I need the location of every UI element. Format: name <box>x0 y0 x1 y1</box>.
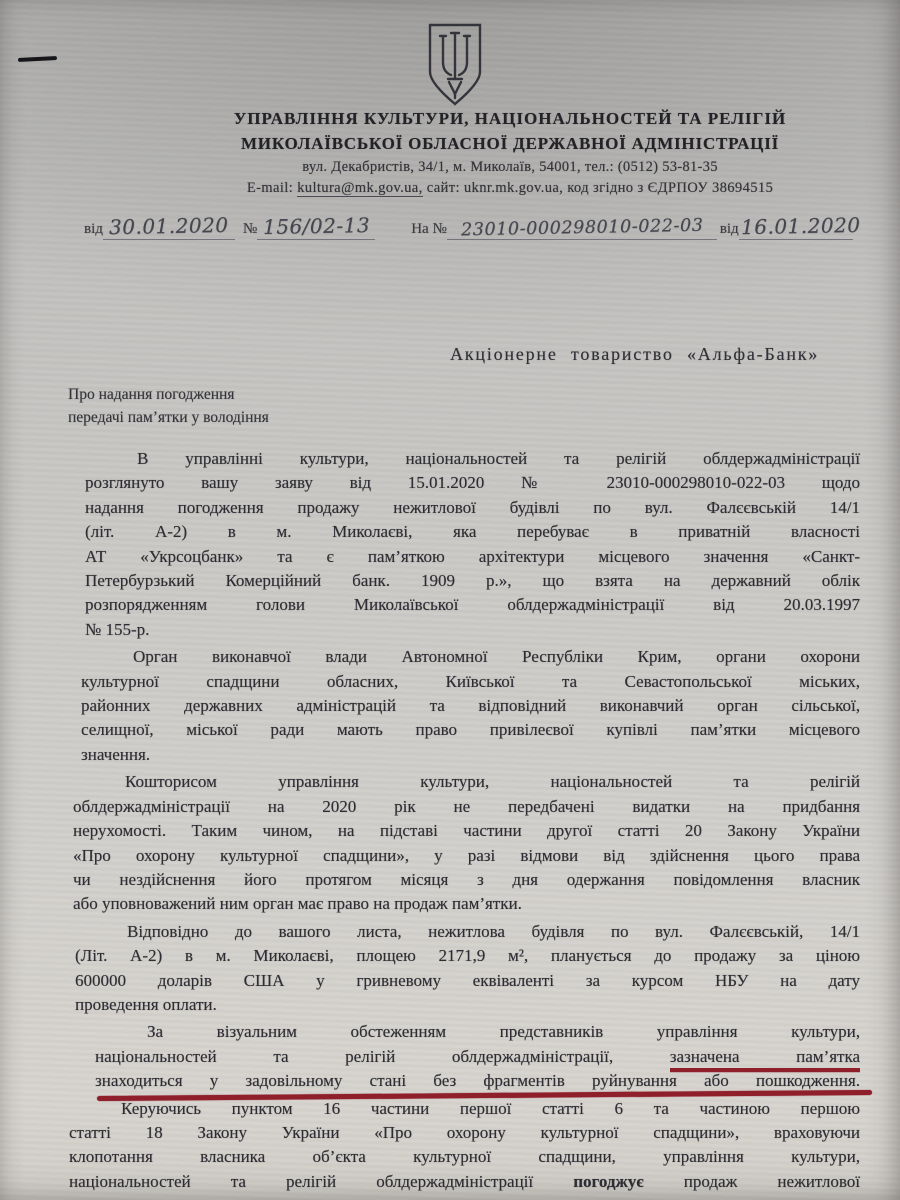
reply-to-label: На № <box>411 221 447 237</box>
letter-line: проведення оплати. <box>75 994 217 1014</box>
letter-line: Керуючись пунктом 16 частини першої статті 6 та частиною першою <box>121 1098 860 1118</box>
letter-line: Петербурзький Комерційний банк. 1909 р.», що взята на державний облік <box>85 571 860 591</box>
letter-line: За візуальним обстеженням представників управління культури, <box>147 1022 860 1042</box>
org-address-line: вул. Декабристів, 34/1, м. Миколаїв, 54001, тел.: (0512) 53-81-35 <box>302 159 718 175</box>
letter-line: Відповідно до вашого листа, нежитлова будівля по вул. Фалєєвській, 14/1 <box>127 921 860 941</box>
letter-line: Кошторисом управління культури, національностей та релігій <box>125 772 860 792</box>
outgoing-date-label: від <box>84 221 103 237</box>
paragraph-6 <box>69 1097 860 1195</box>
letter-line: 600000 доларів США у гривневому еквіваленті за курсом НБУ на дату <box>75 970 860 990</box>
org-contacts-line <box>120 180 900 197</box>
letter-line: (Літ. А-2) в м. Миколаєві, площею 2171,9 м², планується до продажу за ціною <box>75 946 860 966</box>
outgoing-number-handwritten: 156/02-13 <box>262 212 370 240</box>
letter-line: чи нездійснення його протягом місяця з дня одержання повідомлення власник <box>73 869 860 889</box>
letter-line: В управлінні культури, національностей та релігій облдержадміністрації <box>137 449 860 468</box>
letter-line: (літ. А-2) в м. Миколаєві, яка перебуває в приватній власності <box>85 522 860 542</box>
recipient: Акціонерне товариство «Альфа-Банк» <box>450 344 820 364</box>
letter-line: або уповноважений ним орган має право на продаж пам’ятки. <box>73 894 522 914</box>
letter-line: облдержадміністрації на 2020 рік не передбачені видатки на придбання <box>73 796 860 816</box>
reference-line <box>84 214 878 240</box>
letter-line <box>95 1045 860 1069</box>
letter-line: АТ «Укрсоцбанк» та є пам’яткою архітектури місцевого значення «Санкт- <box>85 546 860 566</box>
outgoing-number-label: № <box>242 221 258 237</box>
subject-line-1: Про надання погодження <box>68 386 235 403</box>
paragraph-3 <box>73 770 860 916</box>
org-name-line2: МИКОЛАЇВСЬКОЇ ОБЛАСНОЇ ДЕРЖАВНОЇ АДМІНІСТРАЦІЇ <box>240 134 780 153</box>
email-address: kultura@mk.gov.ua, <box>297 180 423 196</box>
outgoing-date-field <box>103 214 235 240</box>
letter-line-text: національностей та релігій облдержадміністрації, <box>95 1046 614 1066</box>
letter-line: клопотання власника об’єкта культурної спадщини, управління культури, <box>69 1147 860 1167</box>
red-underlined-line: знаходиться у задовільному стані без фрагментів руйнування або пошкодження. <box>95 1069 860 1093</box>
incoming-number-handwritten: 23010-000298010-022-03 <box>460 215 704 241</box>
incoming-date-field <box>739 212 861 240</box>
scan-artifact-dash <box>18 56 57 62</box>
letter-line: нерухомості. Таким чином, на підставі частини другої статті 20 Закону України <box>73 821 860 841</box>
letter-line: розпорядженням голови Миколаївської облдержадміністрації від 20.03.1997 <box>85 595 860 615</box>
letter-body <box>69 447 861 1194</box>
incoming-date-handwritten: 16.01.2020 <box>740 212 861 240</box>
letter-line: № 155-р. <box>85 619 150 639</box>
outgoing-date-handwritten: 30.01.2020 <box>108 212 229 240</box>
letter-line: розглянуто вашу заяву від 15.01.2020 № 23010-000298010-022-03 щодо <box>85 473 860 493</box>
email-label: E-mail: <box>246 180 294 196</box>
letter-line: значення. <box>81 744 151 764</box>
approves-word-bold: погоджує <box>573 1171 644 1191</box>
subject-line-2: передачі пам’ятки у володіння <box>68 409 269 426</box>
letter-line: статті 18 Закону України «Про охорону культурної спадщини», враховуючи <box>69 1122 860 1142</box>
letter-line <box>69 1170 860 1194</box>
subject-block <box>68 383 269 429</box>
letter-line-text: продаж нежитлової <box>683 1171 861 1191</box>
letter-line: надання погодження продажу нежитлової будівлі по вул. Фалєєвській 14/1 <box>85 497 860 517</box>
incoming-number-field <box>447 215 717 241</box>
red-underlined-phrase: зазначена пам’ятка <box>670 1047 860 1072</box>
letter-line: «Про охорону культурної спадщини», у разі відмови від здійснення цього права <box>73 845 860 865</box>
letter-line: районних державних адміністрацій та відповідний виконавчий орган сільської, <box>81 696 860 716</box>
org-name-line1: УПРАВЛІННЯ КУЛЬТУРИ, НАЦІОНАЛЬНОСТЕЙ ТА РЕЛІГІЙ <box>233 109 787 128</box>
letter-line: культурної спадщини обласних, Київської та Севастопольської міських, <box>81 671 860 691</box>
paragraph-4 <box>75 920 860 1018</box>
incoming-date-label: від <box>719 221 739 237</box>
paragraph-5 <box>95 1020 860 1093</box>
coat-of-arms-ukraine-icon <box>424 22 486 108</box>
site-and-edrpou: сайт: uknr.mk.gov.ua, код згідно з ЄДРПОУ 38694515 <box>426 180 774 196</box>
paragraph-1 <box>85 447 860 642</box>
letter-line: селищної, міської ради мають право привілеєвої купівлі пам’ятки місцевого <box>81 720 860 740</box>
outgoing-number-field <box>257 214 375 240</box>
letter-line-text: національностей та релігій облдержадміністрації <box>69 1171 534 1191</box>
paragraph-2 <box>81 645 860 767</box>
letter-line: Орган виконавчої влади Автономної Республіки Крим, органи охорони <box>133 647 860 667</box>
